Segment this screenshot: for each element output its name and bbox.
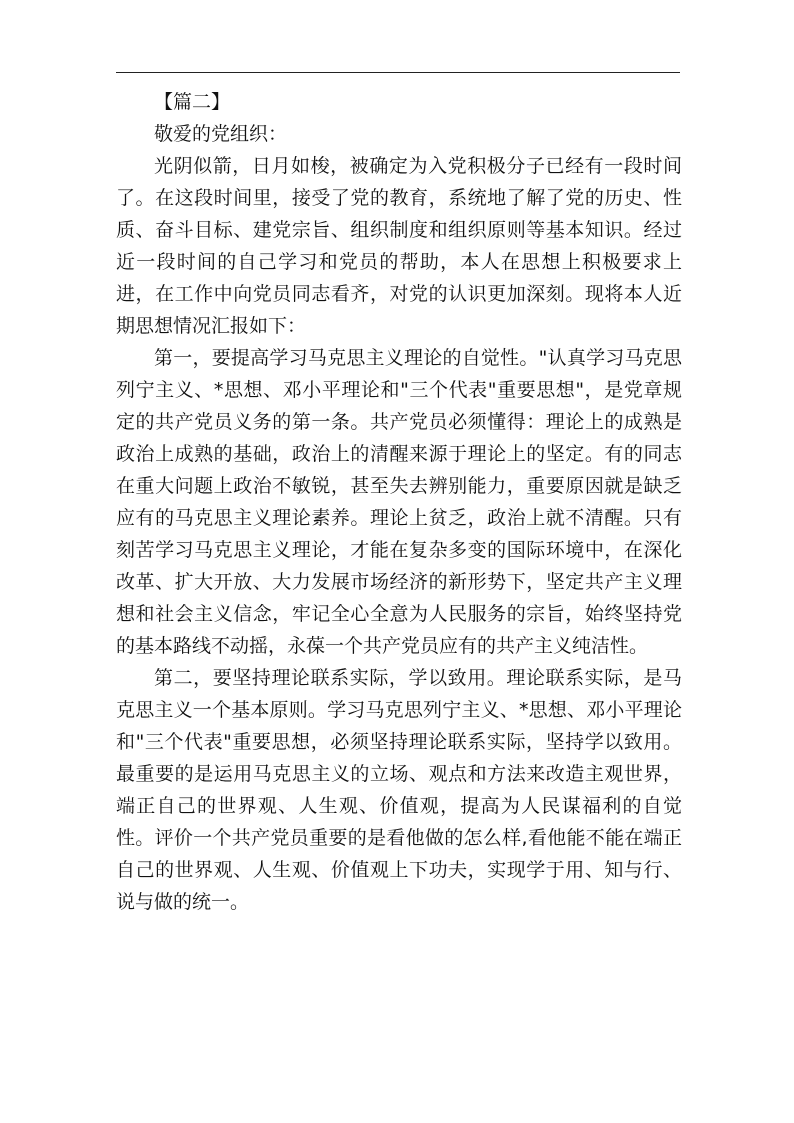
salutation: 敬爱的党组织： xyxy=(154,123,288,145)
paragraph-second-point: 第二，要坚持理论联系实际，学以致用。理论联系实际，是马克思主义一个基本原则。学习马克思列宁主义、*思想、邓小平理论和"三个代表"重要思想，必须坚持理论联系实际，坚持学以致用。最重要的是运用马克思主义的立场、观点和方法来改造主观世界，端正自己的世界观、人生观、价值观，提高为人民谋福利的自觉性。评价一个共产党员重要的是看他做的怎么样,看他能不能在端正自己的世界观、人生观、价值观上下功夫，实现学于用、知与行、说与做的统一。 xyxy=(116,667,682,913)
paragraph-intro: 光阴似箭，日月如梭，被确定为入党积极分子已经有一段时间了。在这段时间里，接受了党的教育，系统地了解了党的历史、性质、奋斗目标、建党宗旨、组织制度和组织原则等基本知识。经过近一段时间的自己学习和党员的帮助，本人在思想上积极要求上进，在工作中向党员同志看齐，对党的认识更加深刻。现将本人近期思想情况汇报如下： xyxy=(116,155,682,337)
paragraph-first-point: 第一，要提高学习马克思主义理论的自觉性。"认真学习马克思列宁主义、*思想、邓小平理论和"三个代表"重要思想"，是党章规定的共产党员义务的第一条。共产党员必须懂得：理论上的成熟是政治上成熟的基础，政治上的清醒来源于理论上的坚定。有的同志在重大问题上政治不敏锐，甚至失去辨别能力，重要原因就是缺乏应有的马克思主义理论素养。理论上贫乏，政治上就不清醒。只有刻苦学习马克思主义理论，才能在复杂多变的国际环境中，在深化改革、扩大开放、大力发展市场经济的新形势下，坚定共产主义理想和社会主义信念，牢记全心全意为人民服务的宗旨，始终坚持党的基本路线不动摇，永葆一个共产党员应有的共产主义纯洁性。 xyxy=(116,347,682,657)
document-body xyxy=(116,86,682,918)
section-title: 【篇二】 xyxy=(154,91,231,113)
header-rule xyxy=(116,72,680,73)
